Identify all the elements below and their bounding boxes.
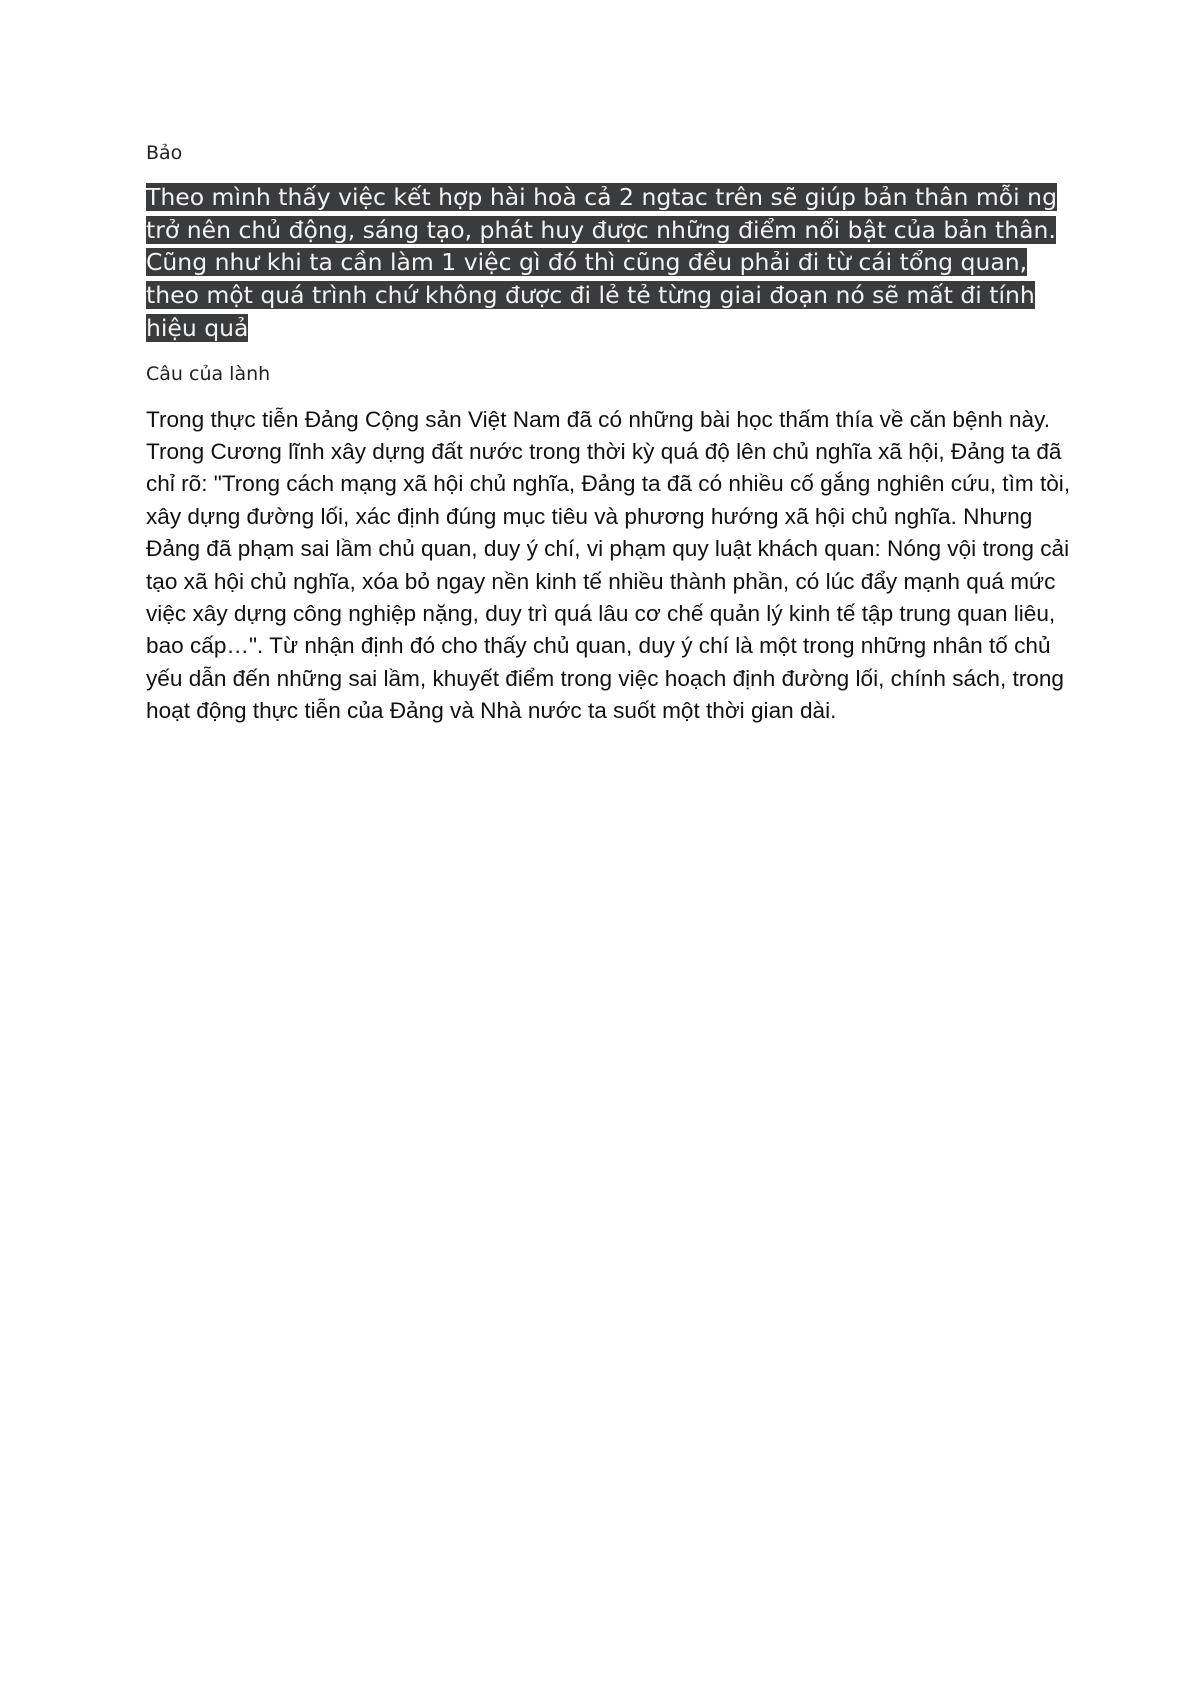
document-page — [146, 142, 1071, 728]
highlighted-comment-text[interactable] — [146, 181, 1066, 345]
comment-author: Bảo — [146, 142, 183, 164]
comment-text: Trong thực tiễn Đảng Cộng sản Việt Nam đã có những bài học thấm thía về căn bệnh này. Trong Cương lĩnh xây dựng đất nước trong thời kỳ quá độ lên chủ nghĩa xã hội, Đảng ta đã chỉ rõ: "Trong cách mạng xã hội chủ nghĩa, Đảng ta đã có nhiều cố gắng nghiên cứu, tìm tòi, xây dựng đường lối, xác định đúng mục tiêu và phương hướng xã hội chủ nghĩa. Nhưng Đảng đã phạm sai lầm chủ quan, duy ý chí, vi phạm quy luật khách quan: Nóng vội trong cải tạo xã hội chủ nghĩa, xóa bỏ ngay nền kinh tế nhiều thành phần, có lúc đẩy mạnh quá mức việc xây dựng công nghiệp nặng, duy trì quá lâu cơ chế quản lý kinh tế tập trung quan liêu, bao cấp…". Từ nhận định đó cho thấy chủ quan, duy ý chí là một trong những nhân tố chủ yếu dẫn đến những sai lầm, khuyết điểm trong việc hoạch định đường lối, chính sách, trong hoạt động thực tiễn của Đảng và Nhà nước ta suốt một thời gian dài. — [146, 406, 1071, 724]
comment-text-highlight: Theo mình thấy việc kết hợp hài hoà cả 2 ngtac trên sẽ giúp bản thân mỗi ng trở nên chủ động, sáng tạo, phát huy được những điểm nổi bật của bản thân. Cũng như khi ta cần làm 1 việc gì đó thì cũng đều phải đi từ cái tổng quan, theo một quá trình chứ không được đi lẻ tẻ từng giai đoạn nó sẽ mất đi tính hiệu quả — [146, 182, 1057, 342]
comment-author: Câu của lành — [146, 362, 271, 385]
